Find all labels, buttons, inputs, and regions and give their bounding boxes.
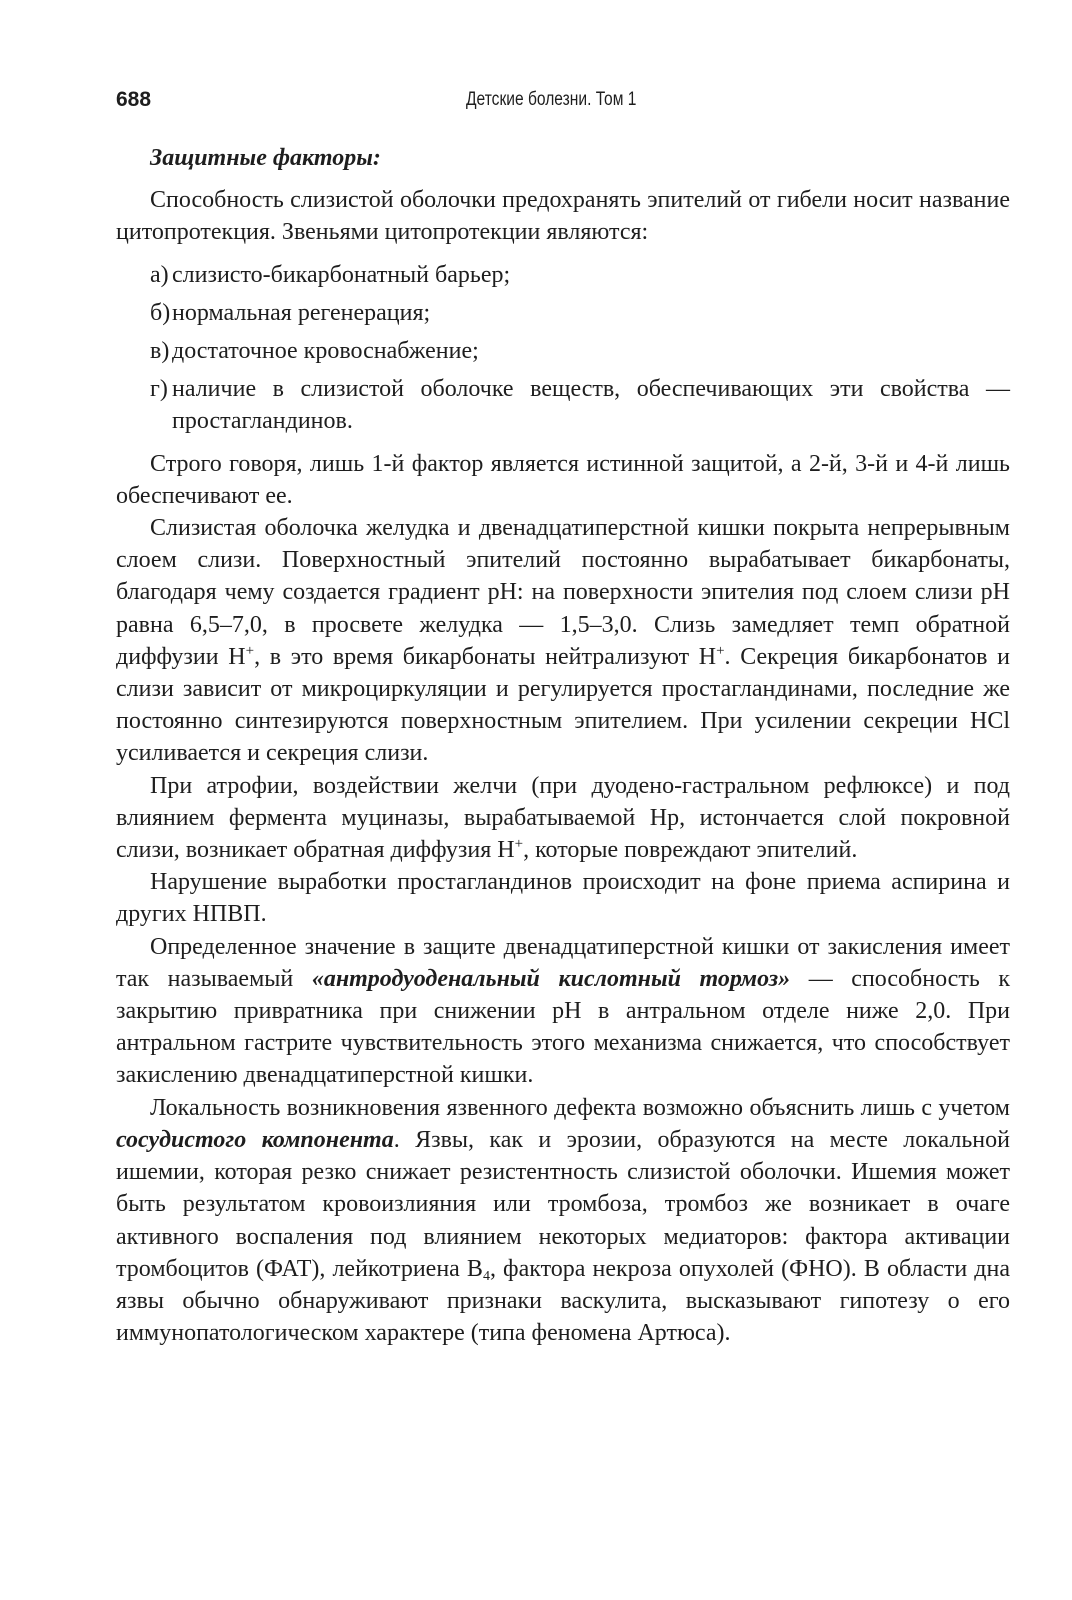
- list-item-text: достаточное кровоснабжение;: [172, 338, 479, 365]
- paragraph-1: Строго говоря, лишь 1-й фактор является истинной защитой, а 2-й, 3-й и 4-й лишь обеспечивают ее.: [116, 450, 1010, 509]
- list-item: [150, 259, 1010, 291]
- list-item: [150, 373, 1010, 437]
- body-text: [116, 142, 1010, 1349]
- list-marker: а): [150, 261, 169, 288]
- list-marker: в): [150, 338, 170, 365]
- list-marker: б): [150, 299, 171, 326]
- paragraph-2: Слизистая оболочка желудка и двенадцатиперстной кишки покрыта непрерывным слоем слизи. Поверхностный эпителий постоянно вырабатывает бикарбонаты, благодаря чему создается градиент pH: на поверхности эпителия под слоем слизи pH равна 6,5–7,0, в просвете желудка — 1,5–3,0. Слизь замедляет темп обратной диффузии H+, в это время бикарбонаты нейтрализуют H+. Секреция бикарбонатов и слизи зависит от микроциркуляции и регулируется простагландинами, последние же постоянно синтезируются поверхностным эпителием. При усилении секреции HCl усиливается и секреция слизи.: [116, 515, 1011, 767]
- list-item: [150, 335, 1010, 367]
- list-item-text: наличие в слизистой оболочке веществ, обеспечивающих эти свойства — простагландинов.: [172, 376, 1010, 435]
- page-header: [116, 88, 1010, 122]
- list-item-text: слизисто-бикарбонатный барьер;: [172, 261, 511, 288]
- book-page: [116, 88, 1010, 1568]
- paragraph-6: Локальность возникновения язвенного дефекта возможно объяснить лишь с учетом сосудистого компонента. Язвы, как и эрозии, образуются на месте локальной ишемии, которая резко снижает резистентность слизистой оболочки. Ишемия может быть результатом кровоизлияния или тромбоза, тромбоз же возникает в очаге активного воспаления под влиянием некоторых медиаторов: фактора активации тромбоцитов (ФАТ), лейкотриена $B_4$, фактора некроза опухолей (ФНО). В области дна язвы обычно обнаруживают признаки васкулита, высказывают гипотезу о его иммунопатологическом характере (типа феномена Артюса).: [116, 1094, 1010, 1347]
- paragraph-4: Нарушение выработки простагландинов происходит на фоне приема аспирина и других НПВП.: [116, 869, 1010, 928]
- cytoprotection-list: [150, 259, 1010, 438]
- list-item-text: нормальная регенерация;: [172, 299, 431, 326]
- section-title: Защитные факторы:: [150, 145, 381, 171]
- paragraph-3: При атрофии, воздействии желчи (при дуодено-гастральном рефлюксе) и под влиянием фермента муциназы, вырабатываемой Hp, истончается слой покровной слизи, возникает обратная диффузия H+, которые повреждают эпителий.: [116, 772, 1010, 864]
- list-item: [150, 297, 1010, 329]
- paragraph-5: Определенное значение в защите двенадцатиперстной кишки от закисления имеет так называемый «антродуоденальный кислотный тормоз» — способность к закрытию привратника при снижении pH в антральном отделе ниже 2,0. При антральном гастрите чувствительность этого механизма снижается, что способствует закислению двенадцатиперстной кишки.: [116, 933, 1010, 1089]
- emphasis: «антродуоденальный кислотный тормоз»: [311, 965, 791, 992]
- page-number: 688: [116, 88, 152, 111]
- running-head: Детские болезни. Том 1: [466, 89, 637, 110]
- list-marker: г): [150, 376, 168, 403]
- emphasis: сосудистого компонента: [116, 1126, 394, 1153]
- intro-paragraph: Способность слизистой оболочки предохранять эпителий от гибели носит название цитопротекция. Звеньями цитопротекции являются:: [116, 187, 1010, 246]
